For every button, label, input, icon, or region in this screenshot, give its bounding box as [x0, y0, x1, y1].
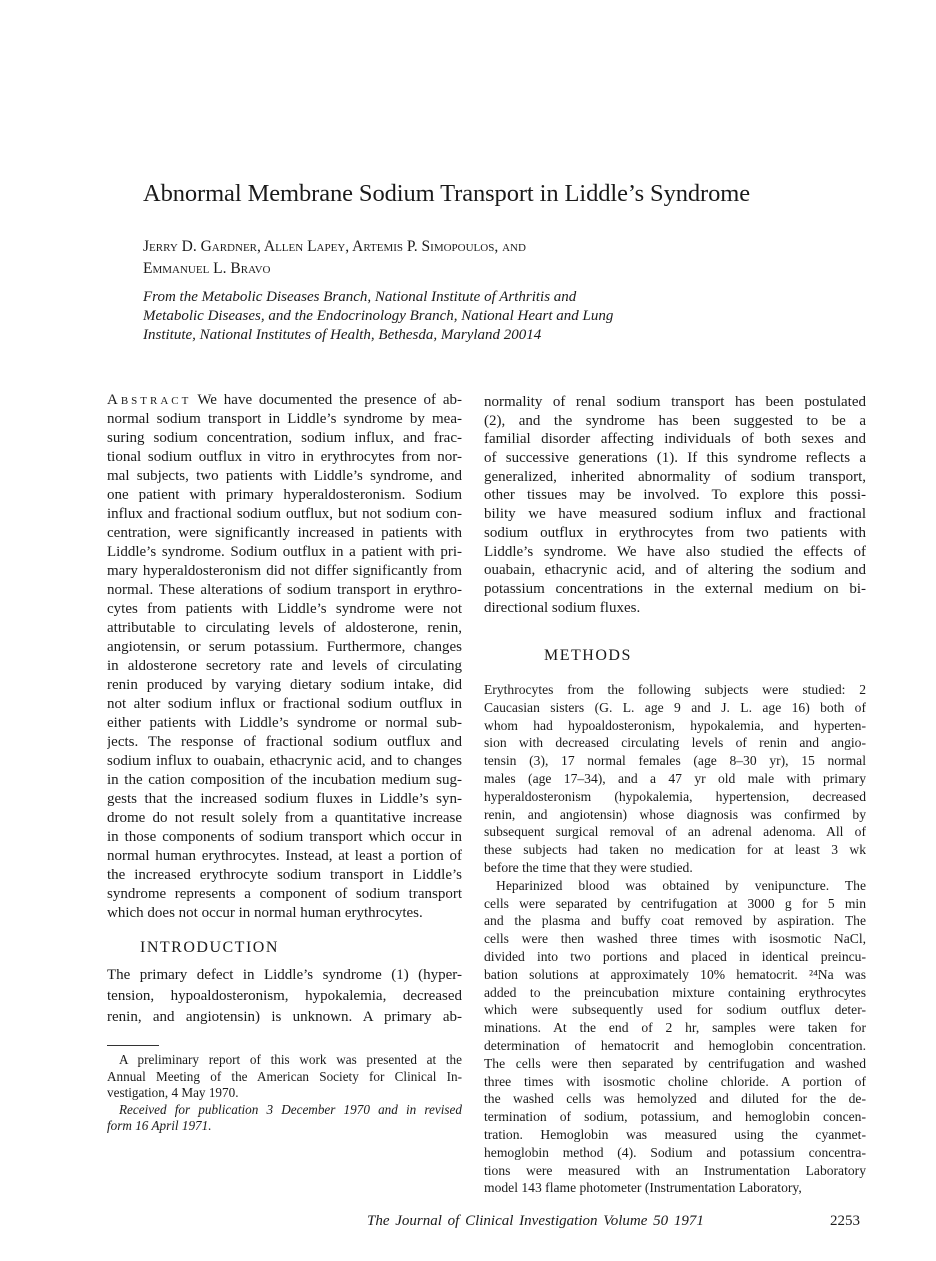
methods-line: tration. Hemoglobin was measured using the cyanmet- [484, 1126, 866, 1142]
introduction-line: other tissues may be involved. To explore this possi- [484, 487, 866, 504]
abstract-line: which does not occur in normal human erythrocytes. [107, 905, 423, 921]
abstract-line: influx and fractional sodium outflux, but not sodium con- [107, 506, 462, 522]
introduction-line: generalized, inherited abnormality of sodium transport, [484, 468, 866, 485]
introduction-line: directional sodium fluxes. [484, 599, 641, 616]
abstract-line: normal. These alterations of sodium transport in erythro- [107, 582, 462, 598]
methods-line: Caucasian sisters (G. L. age 9 and J. L. age 16) both of [484, 699, 866, 715]
introduction-line: bility we have measured sodium influx and fractional [484, 506, 866, 523]
methods-line: the washed cells was hemolyzed and diluted for the de- [484, 1091, 866, 1107]
methods-line: termination of sodium, potassium, and hemoglobin concen- [484, 1109, 866, 1125]
introduction-line: ouabain, ethacrynic acid, and of altering the sodium and [484, 562, 866, 579]
methods-line: bation solutions at approximately 10% hematocrit. ²⁴Na was [484, 966, 866, 982]
abstract-line: normal sodium transport in Liddle’s syndrome by mea- [107, 411, 462, 427]
abstract-line: tional sodium outflux in vitro in erythrocytes from nor- [107, 449, 462, 465]
footnote-line: A preliminary report of this work was presented at the [119, 1052, 462, 1067]
journal-citation: The Journal of Clinical Investigation Volume 50 1971 [367, 1213, 704, 1229]
abstract-line: gests that the increased sodium fluxes in Liddle’s syn- [107, 791, 462, 807]
methods-text [484, 681, 866, 1197]
footnote [107, 1052, 462, 1135]
section-heading-introduction: INTRODUCTION [140, 939, 279, 956]
methods-line: hemoglobin method (4). Sodium and potassium concentra- [484, 1144, 866, 1160]
abstract-line [107, 391, 462, 410]
abstract-line: either patients with Liddle’s syndrome or normal sub- [107, 715, 462, 731]
affiliation-line: From the Metabolic Diseases Branch, National Institute of Arthritis and [143, 289, 577, 305]
methods-line: whom had hypoaldosteronism, hypokalemia, and hyperten- [484, 717, 866, 733]
abstract-line: in those components of sodium transport which occur in [107, 829, 462, 845]
introduction-line: (2), and the syndrome has been suggested to be a [484, 412, 866, 429]
introduction-text-left [107, 965, 462, 1028]
abstract-line: in the cation composition of the incubation medium sug- [107, 772, 462, 788]
methods-line: minations. At the end of 2 hr, samples were taken for [484, 1020, 866, 1036]
introduction-line: The primary defect in Liddle’s syndrome (1) (hyper- [107, 967, 462, 983]
received-date-line: Received for publication 3 December 1970 and in revised [119, 1101, 462, 1117]
introduction-text-right [484, 393, 866, 617]
abstract [107, 391, 462, 923]
methods-line: hyperaldosteronism (hypokalemia, hypertension, decreased [484, 788, 866, 804]
abstract-line: renin produced by varying dietary sodium intake, did [107, 677, 462, 693]
methods-line: model 143 flame photometer (Instrumentation Laboratory, [484, 1180, 802, 1196]
page-number: 2253 [830, 1213, 860, 1229]
methods-line: cells were separated by centrifugation at 3000 g for 5 min [484, 895, 866, 911]
affiliation-line: Metabolic Diseases, and the Endocrinology Branch, National Heart and Lung [143, 308, 614, 324]
abstract-line: mal subjects, two patients with Liddle’s syndrome, and [107, 468, 462, 484]
methods-line: before the time that they were studied. [484, 859, 693, 875]
affiliation-line: Institute, National Institutes of Health, Bethesda, Maryland 20014 [143, 327, 542, 343]
section-heading-methods: METHODS [544, 647, 632, 664]
abstract-line: angiotensin, or serum potassium. Furthermore, changes [107, 639, 462, 655]
methods-line: these subjects had taken no medication for at least 3 wk [484, 842, 866, 858]
introduction-line: of successive generations (1). If this syndrome reflects a [484, 450, 866, 467]
methods-line: renin, and angiotensin) whose diagnosis was confirmed by [484, 806, 866, 822]
abstract-line: Liddle’s syndrome. Sodium outflux in a patient with pri- [107, 544, 462, 560]
introduction-line: potassium concentrations in the external medium on bi- [484, 580, 866, 597]
abstract-line: centration, were significantly increased in patients with [107, 525, 462, 541]
footnote-line: vestigation, 4 May 1970. [107, 1085, 239, 1100]
methods-line: The cells were then separated by centrifugation and washed [484, 1055, 866, 1071]
methods-line: Heparinized blood was obtained by venipuncture. The [496, 877, 866, 893]
abstract-line: one patient with primary hyperaldosteronism. Sodium [107, 487, 462, 503]
footnote-divider [107, 1045, 159, 1046]
abstract-line: in aldosterone secretory rate and levels of circulating [107, 658, 462, 674]
abstract-line: not alter sodium influx or fractional sodium outflux in [107, 696, 462, 712]
footnote-line: Annual Meeting of the American Society for Clinical In- [107, 1068, 462, 1084]
abstract-label: Abstract [107, 392, 192, 408]
methods-line: which were subsequently used for sodium outflux deter- [484, 1002, 866, 1018]
introduction-line: renin, and angiotensin) is unknown. A primary ab- [107, 1009, 462, 1025]
abstract-first-line: We have documented the presence of ab- [197, 392, 462, 408]
abstract-line: syndrome represents a component of sodium transport [107, 886, 462, 902]
introduction-line: normality of renal sodium transport has been postulated [484, 394, 866, 410]
introduction-line: familial disorder affecting individuals of both sexes and [484, 431, 866, 448]
abstract-line: attributable to circulating levels of aldosterone, renin, [107, 620, 462, 636]
abstract-line: normal human erythrocytes. Instead, at least a portion of [107, 848, 462, 864]
methods-line: cells were then washed three times with isosmotic NaCl, [484, 931, 866, 947]
received-date-line: form 16 April 1971. [107, 1118, 212, 1133]
paper-title: Abnormal Membrane Sodium Transport in Liddle’s Syndrome [143, 180, 750, 207]
introduction-line: Liddle’s syndrome. We have also studied the effects of [484, 543, 866, 560]
introduction-line: tension, hypoaldosteronism, hypokalemia, decreased [107, 988, 462, 1004]
introduction-line: sodium outflux in erythrocytes from two patients with [484, 524, 866, 541]
methods-line: tions were measured with an Instrumentation Laboratory [484, 1162, 866, 1178]
methods-line: Erythrocytes from the following subjects were studied: 2 [484, 682, 866, 697]
authors-line: Emmanuel L. Bravo [143, 260, 271, 277]
authors-line: Jerry D. Gardner, Allen Lapey, Artemis P. Simopoulos, and [143, 238, 526, 255]
methods-line: tensin (3), 17 normal females (age 8–30 yr), 15 normal [484, 753, 866, 769]
abstract-line: mary hyperaldosteronism did not differ significantly from [107, 563, 462, 579]
abstract-line: cytes from patients with Liddle’s syndrome were not [107, 601, 462, 617]
methods-line: determination of hematocrit and hemoglobin concentration. [484, 1037, 866, 1053]
abstract-line: jects. The response of fractional sodium outflux and [107, 734, 462, 750]
methods-line: added to the preincubation mixture containing erythrocytes [484, 984, 866, 1000]
abstract-line: the increased erythrocyte sodium transport in Liddle’s [107, 867, 462, 883]
methods-line: three times with isosmotic choline chloride. A portion of [484, 1073, 866, 1089]
abstract-line: suring sodium concentration, sodium influx, and frac- [107, 430, 462, 446]
abstract-line: drome do not result solely from a quantitative increase [107, 810, 462, 826]
abstract-line: sodium influx to ouabain, ethacrynic acid, and to changes [107, 753, 462, 769]
methods-line: sion with decreased circulating levels of renin and angio- [484, 735, 866, 751]
methods-line: males (age 17–34), and a 47 yr old male with primary [484, 770, 866, 786]
methods-line: and the plasma and buffy coat removed by aspiration. The [484, 913, 866, 929]
methods-line: divided into two portions and placed in identical preincu- [484, 948, 866, 964]
methods-line: subsequent surgical removal of an adrenal adenoma. All of [484, 824, 866, 840]
